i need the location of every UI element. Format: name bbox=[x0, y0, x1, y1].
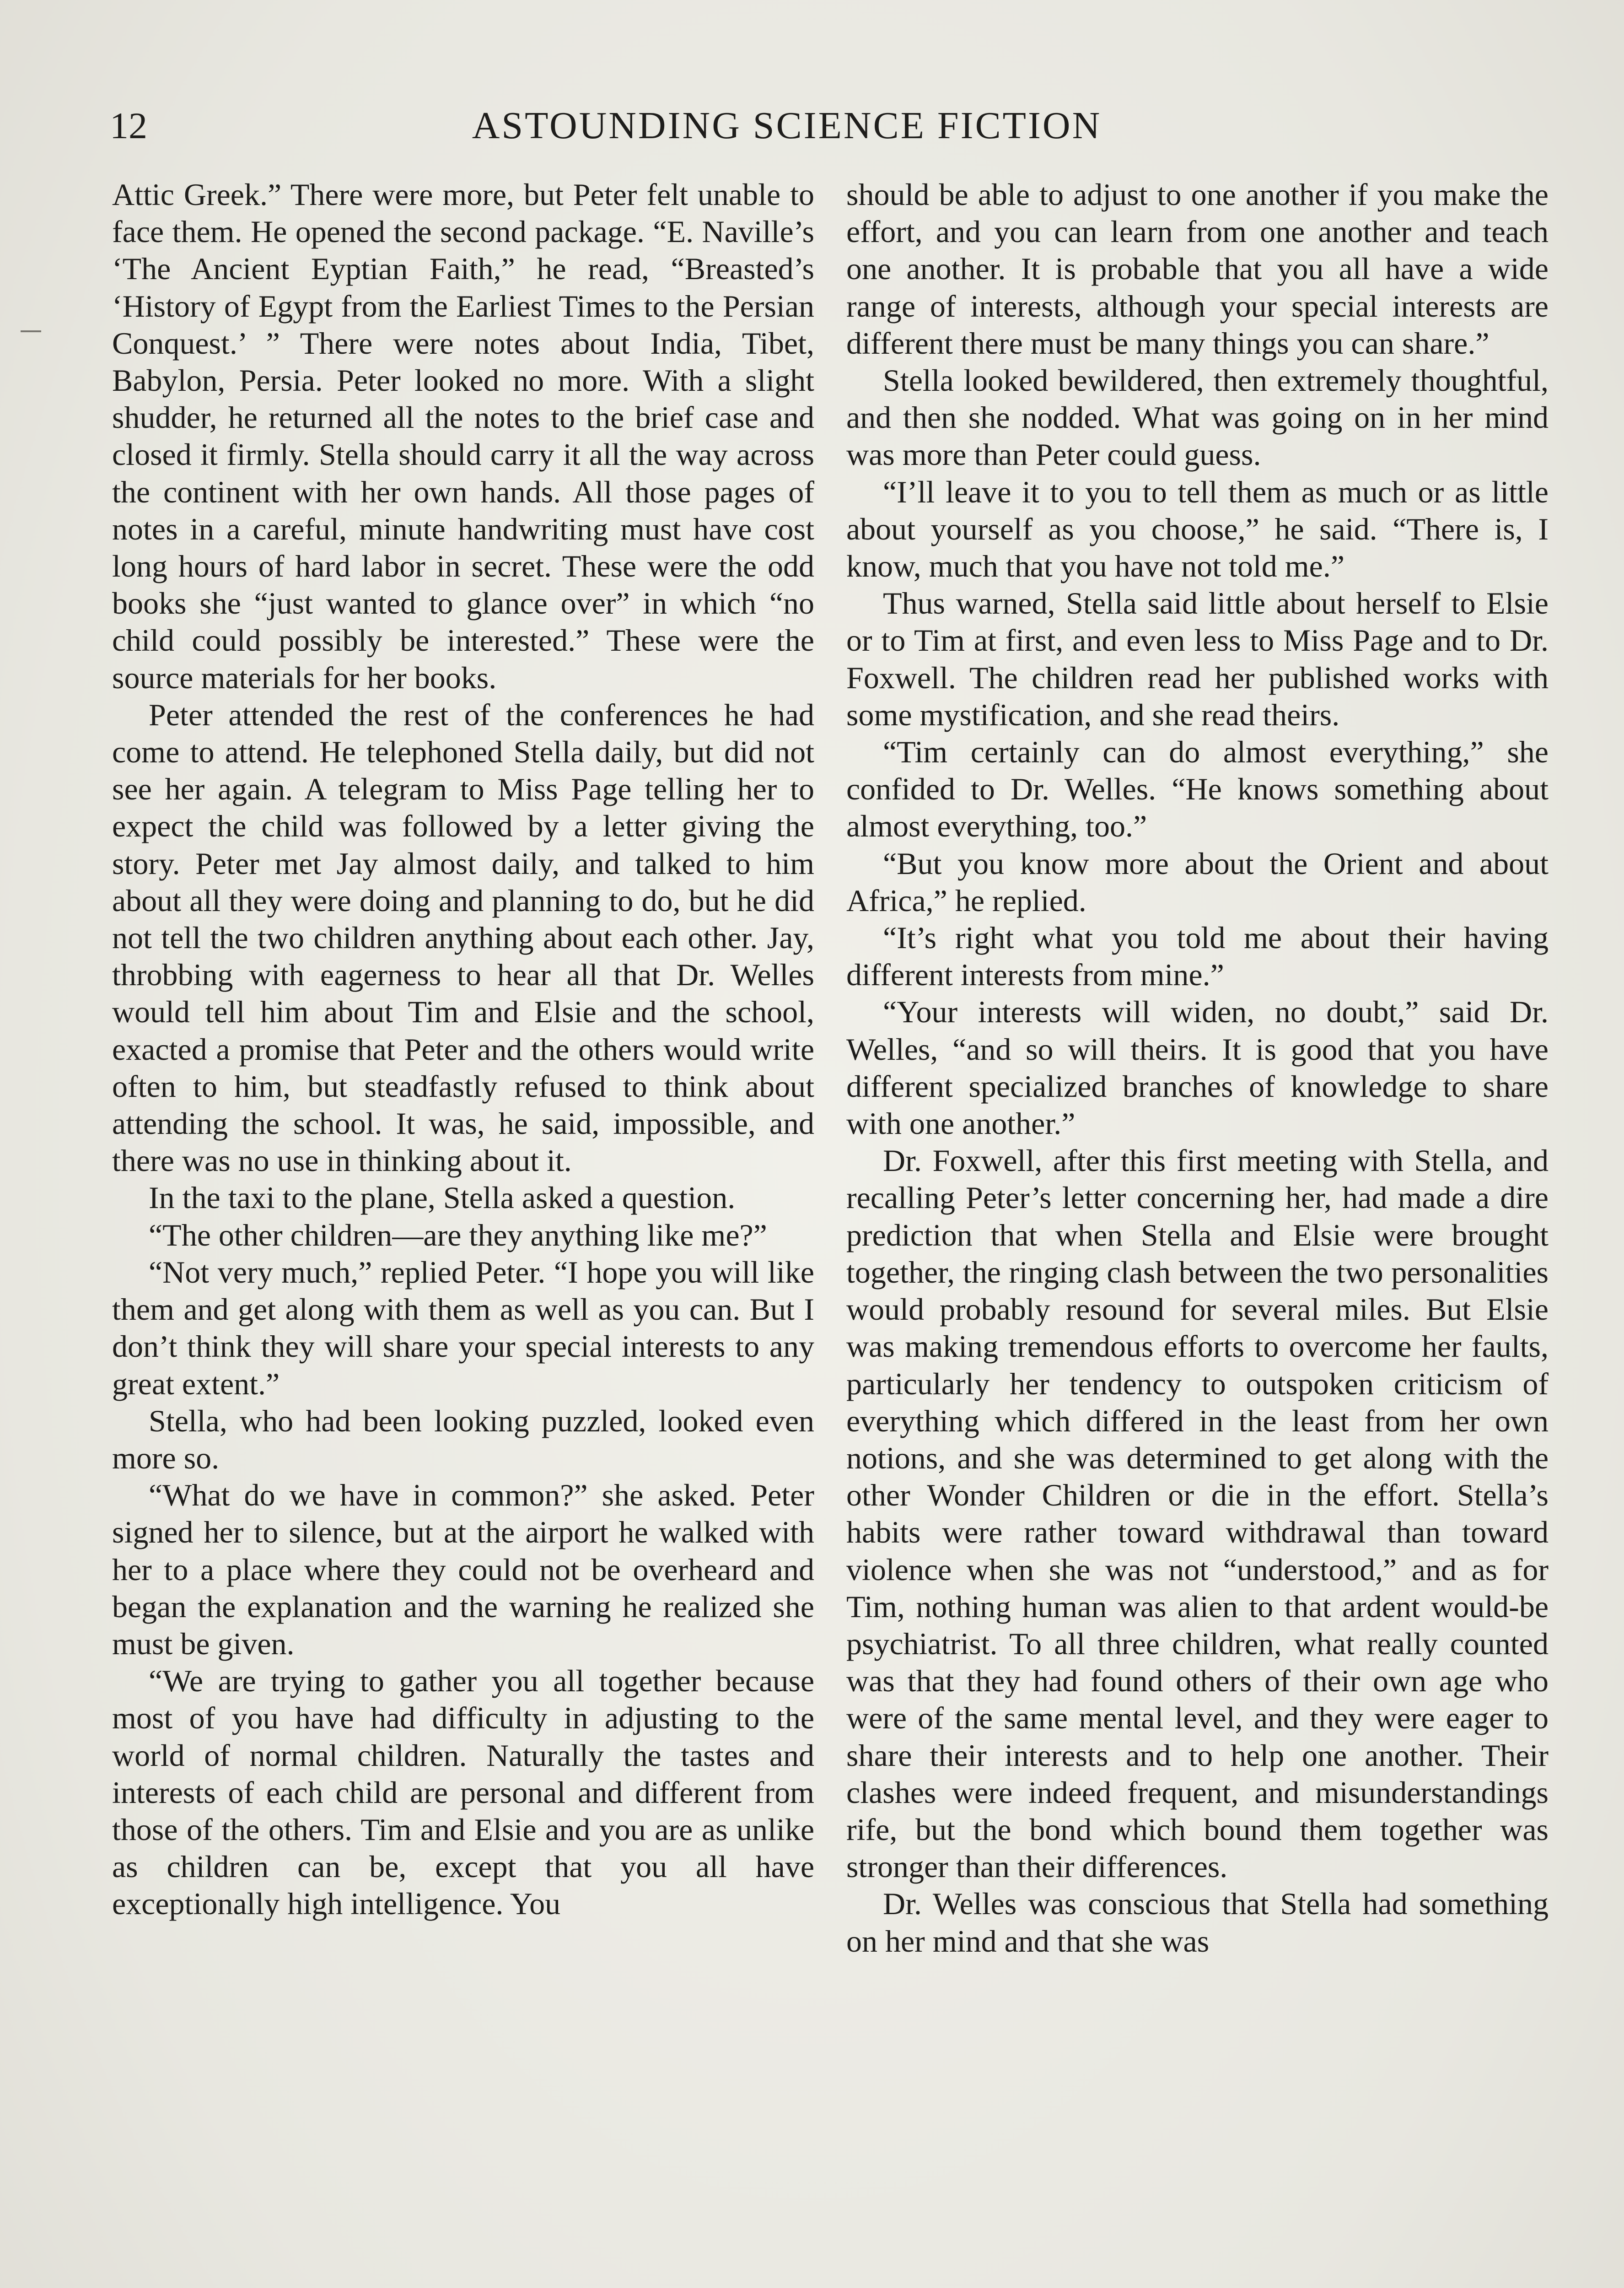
paragraph: “Your interests will widen, no doubt,” said Dr. Welles, “and so will theirs. It is good that you have different specialized branches of knowledge to share with one another.” bbox=[846, 994, 1549, 1141]
page-header bbox=[110, 98, 1464, 153]
paragraph: “Tim certainly can do almost everything,” she confided to Dr. Welles. “He knows something about almost everything, too.” bbox=[846, 734, 1549, 844]
running-title: ASTOUNDING SCIENCE FICTION bbox=[472, 104, 1102, 147]
paragraph: Stella, who had been looking puzzled, looked even more so. bbox=[112, 1403, 814, 1475]
paragraph: Thus warned, Stella said little about herself to Elsie or to Tim at first, and even less to Miss Page and to Dr. Foxwell. The children read her published works with some mystification, and she read theirs. bbox=[846, 586, 1549, 732]
paragraph: “I’ll leave it to you to tell them as much or as little about yourself as you choose,” he said. “There is, I know, much that you have not told me.” bbox=[846, 474, 1549, 584]
paragraph: “The other children—are they anything like me?” bbox=[149, 1217, 767, 1252]
paragraph: “It’s right what you told me about their having different interests from mine.” bbox=[846, 920, 1549, 993]
paragraph: Stella looked bewildered, then extremely thoughtful, and then she nodded. What was going on in her mind was more than Peter could guess. bbox=[846, 363, 1549, 472]
paragraph: In the taxi to the plane, Stella asked a question. bbox=[149, 1180, 736, 1215]
paragraph: “Not very much,” replied Peter. “I hope you will like them and get along with them as well as you can. But I don’t think they will share your special interests to any great extent.” bbox=[112, 1254, 814, 1401]
page-number: 12 bbox=[110, 105, 147, 146]
paragraph: “We are trying to gather you all together because most of you have had difficulty in adjusting to the world of normal children. Naturally the tastes and interests of each child are personal and different from those of the others. Tim and Elsie and you are as unlike as children can be, except that you all have exceptionally high intelligence. You bbox=[112, 1663, 814, 1921]
margin-mark bbox=[21, 330, 41, 332]
paragraph: Dr. Foxwell, after this first meeting with Stella, and recalling Peter’s letter concerning her, had made a dire prediction that when Stella and Elsie were brought together, the ringing clash between the two personalities would probably resound for several miles. But Elsie was making tremendous efforts to overcome her faults, particularly her tendency to outspoken criticism of everything which differed in the least from her own notions, and she was determined to get along with the other Wonder Children or die in the effort. Stella’s habits were rather toward withdrawal than toward violence when she was not “understood,” and as for Tim, nothing human was alien to that ardent would-be psychiatrist. To all three children, what really counted was that they had found others of their own age who were of the same mental level, and they were eager to share their interests and to help one another. Their clashes were indeed frequent, and misunderstandings rife, but the bond which bound them together was stronger than their differences. bbox=[846, 1143, 1549, 1884]
paragraph: “What do we have in common?” she asked. Peter signed her to silence, but at the airport he walked with her to a place where they could not be overheard and began the explanation and the warning he realized she must be given. bbox=[112, 1478, 814, 1661]
paragraph: Attic Greek.” There were more, but Peter felt unable to face them. He opened the second package. “E. Naville’s ‘The Ancient Eyptian Faith,” he read, “Breasted’s ‘History of Egypt from the Earliest Times to the Persian Conquest.’ ” There were notes about India, Tibet, Babylon, Persia. Peter looked no more. With a slight shudder, he returned all the notes to the brief case and closed it firmly. Stella should carry it all the way across the continent with her own hands. All those pages of notes in a careful, minute handwriting must have cost long hours of hard labor in secret. These were the odd books she “just wanted to glance over” in which “no child could possibly be interested.” These were the source materials for her books. bbox=[112, 177, 814, 695]
paragraph: Dr. Welles was conscious that Stella had something on her mind and that she was bbox=[846, 1886, 1549, 1959]
paragraph: Peter attended the rest of the conferences he had come to attend. He telephoned Stella daily, but did not see her again. A telegram to Miss Page telling her to expect the child was followed by a letter giving the story. Peter met Jay almost daily, and talked to him about all they were doing and planning to do, but he did not tell the two children anything about each other. Jay, throbbing with eagerness to hear all that Dr. Welles would tell him about Tim and Elsie and the school, exacted a promise that Peter and the others would write often to him, but steadfastly refused to think about attending the school. It was, he said, impossible, and there was no use in thinking about it. bbox=[112, 697, 814, 1178]
right-column bbox=[846, 176, 1549, 1960]
paragraph: should be able to adjust to one another if you make the effort, and you can learn from one another and teach one another. It is probable that you all have a wide range of interests, although your special interests are different there must be many things you can share.” bbox=[846, 177, 1549, 361]
paragraph: “But you know more about the Orient and about Africa,” he replied. bbox=[846, 846, 1549, 918]
left-column bbox=[112, 176, 814, 1923]
